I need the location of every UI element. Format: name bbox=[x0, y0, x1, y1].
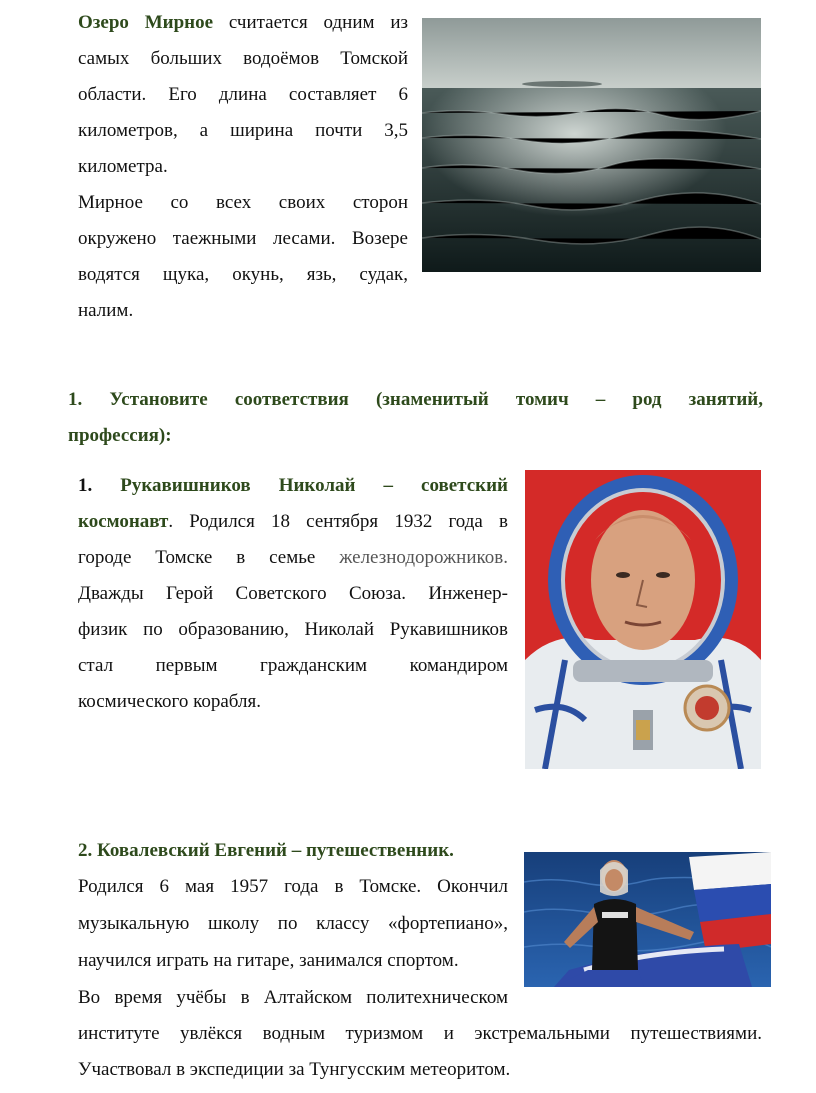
lake-line: области. Его длина составляет 6 bbox=[78, 84, 408, 105]
lake-paragraph: Озеро Мирное считается одним из самых больших водоёмов Томской области. Его длина составляет 6 километров, а ширина почти 3,5 километра. Мирное со всех своих сторон окружено таежными лесами. Возере водятся щука, окунь, язь, судак, налим. bbox=[78, 5, 408, 329]
cosmonaut-photo bbox=[525, 470, 761, 769]
traveler-photo bbox=[524, 852, 771, 987]
lake-line: Мирное со всех своих сторон bbox=[78, 192, 408, 213]
item2-paragraph-continued: институте увлёкся водным туризмом и экстремальными путешествиями. Участвовал в экспедиции за Тунгусским метеоритом. bbox=[78, 1023, 762, 1080]
lake-line: километров, а ширина почти 3,5 bbox=[78, 120, 408, 141]
lake-line: километра. bbox=[78, 156, 168, 177]
task-heading: 1. Установите соответствия (знаменитый томич – род занятий, профессия): bbox=[68, 389, 763, 446]
lake-line: налим. bbox=[78, 300, 134, 321]
lake-line: водятся щука, окунь, язь, судак, bbox=[78, 264, 408, 285]
item2-paragraph: Родился 6 мая 1957 года в Томске. Окончил музыкальную школу по классу «фортепиано», научился играть на гитаре, занимался спортом. Во время учёбы в Алтайском политехническом bbox=[78, 876, 508, 1008]
lake-title: Озеро Мирное bbox=[78, 12, 214, 33]
item1-paragraph: 1. Рукавишников Николай – советский космонавт. Родился 18 сентября 1932 года в городе Томске в семье железнодорожников. Дважды Герой Советского Союза. Инженер- физик по образованию, Николай Рукавишников стал первым гражданским командиром космического корабля. bbox=[78, 475, 509, 712]
lake-line: окружено таежными лесами. Возере bbox=[78, 228, 408, 249]
item2-heading: 2. Ковалевский Евгений – путешественник. bbox=[78, 840, 454, 861]
lake-line: самых больших водоёмов Томской bbox=[78, 48, 408, 69]
item1-number: 1. bbox=[78, 475, 93, 496]
item1-heading: Рукавишников Николай – советский bbox=[120, 475, 509, 496]
lake-photo bbox=[422, 18, 761, 272]
